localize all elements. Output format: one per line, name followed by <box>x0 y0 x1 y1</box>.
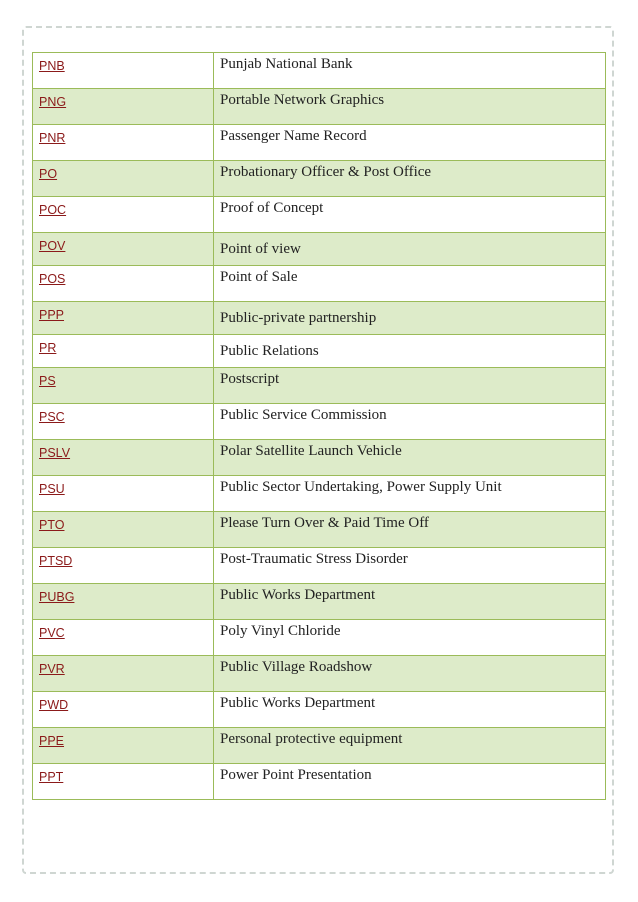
abbreviation-meaning: Poly Vinyl Chloride <box>214 620 606 656</box>
abbreviation-table <box>32 52 606 800</box>
table-row <box>33 302 606 335</box>
abbreviation-link[interactable]: PPP <box>33 302 214 335</box>
abbreviation-link[interactable]: PVC <box>33 620 214 656</box>
abbreviation-meaning: Please Turn Over & Paid Time Off <box>214 512 606 548</box>
table-row <box>33 197 606 233</box>
table-row <box>33 584 606 620</box>
abbreviation-meaning: Power Point Presentation <box>214 764 606 800</box>
table-row <box>33 692 606 728</box>
abbreviation-link[interactable]: PPE <box>33 728 214 764</box>
table-row <box>33 53 606 89</box>
table-row <box>33 161 606 197</box>
abbreviation-meaning: Point of Sale <box>214 266 606 302</box>
abbreviation-meaning: Postscript <box>214 368 606 404</box>
table-row <box>33 404 606 440</box>
abbreviation-meaning: Proof of Concept <box>214 197 606 233</box>
abbreviation-meaning: Portable Network Graphics <box>214 89 606 125</box>
abbreviation-link[interactable]: PNR <box>33 125 214 161</box>
abbreviation-meaning: Probationary Officer & Post Office <box>214 161 606 197</box>
abbreviation-link[interactable]: PUBG <box>33 584 214 620</box>
table-row <box>33 335 606 368</box>
abbreviation-link[interactable]: PR <box>33 335 214 368</box>
abbreviation-link[interactable]: POV <box>33 233 214 266</box>
abbreviation-meaning: Personal protective equipment <box>214 728 606 764</box>
table-row <box>33 548 606 584</box>
abbreviation-link[interactable]: POS <box>33 266 214 302</box>
abbreviation-meaning: Public Sector Undertaking, Power Supply Unit <box>214 476 606 512</box>
table-row <box>33 656 606 692</box>
abbreviation-meaning: Public Works Department <box>214 692 606 728</box>
abbreviation-link[interactable]: PS <box>33 368 214 404</box>
abbreviation-link[interactable]: PSU <box>33 476 214 512</box>
abbreviation-link[interactable]: PNG <box>33 89 214 125</box>
table-row <box>33 233 606 266</box>
abbreviation-link[interactable]: PWD <box>33 692 214 728</box>
table-row <box>33 476 606 512</box>
abbreviation-meaning: Post-Traumatic Stress Disorder <box>214 548 606 584</box>
table-row <box>33 764 606 800</box>
table-row <box>33 266 606 302</box>
abbreviation-meaning: Polar Satellite Launch Vehicle <box>214 440 606 476</box>
table-row <box>33 89 606 125</box>
abbreviation-meaning: Punjab National Bank <box>214 53 606 89</box>
abbreviation-link[interactable]: PTO <box>33 512 214 548</box>
abbreviation-meaning: Public-private partnership <box>214 302 606 335</box>
abbreviation-link[interactable]: PO <box>33 161 214 197</box>
abbreviation-link[interactable]: PTSD <box>33 548 214 584</box>
table-row <box>33 440 606 476</box>
abbreviation-meaning: Public Works Department <box>214 584 606 620</box>
abbreviation-meaning: Point of view <box>214 233 606 266</box>
abbreviation-meaning: Passenger Name Record <box>214 125 606 161</box>
table-row <box>33 125 606 161</box>
abbreviation-meaning: Public Village Roadshow <box>214 656 606 692</box>
abbreviation-meaning: Public Relations <box>214 335 606 368</box>
table-row <box>33 368 606 404</box>
abbreviation-link[interactable]: PNB <box>33 53 214 89</box>
abbreviation-link[interactable]: PSLV <box>33 440 214 476</box>
table-row <box>33 728 606 764</box>
abbreviation-link[interactable]: PPT <box>33 764 214 800</box>
abbreviation-meaning: Public Service Commission <box>214 404 606 440</box>
abbreviation-link[interactable]: POC <box>33 197 214 233</box>
abbreviation-link[interactable]: PSC <box>33 404 214 440</box>
table-row <box>33 512 606 548</box>
abbreviation-link[interactable]: PVR <box>33 656 214 692</box>
table-row <box>33 620 606 656</box>
